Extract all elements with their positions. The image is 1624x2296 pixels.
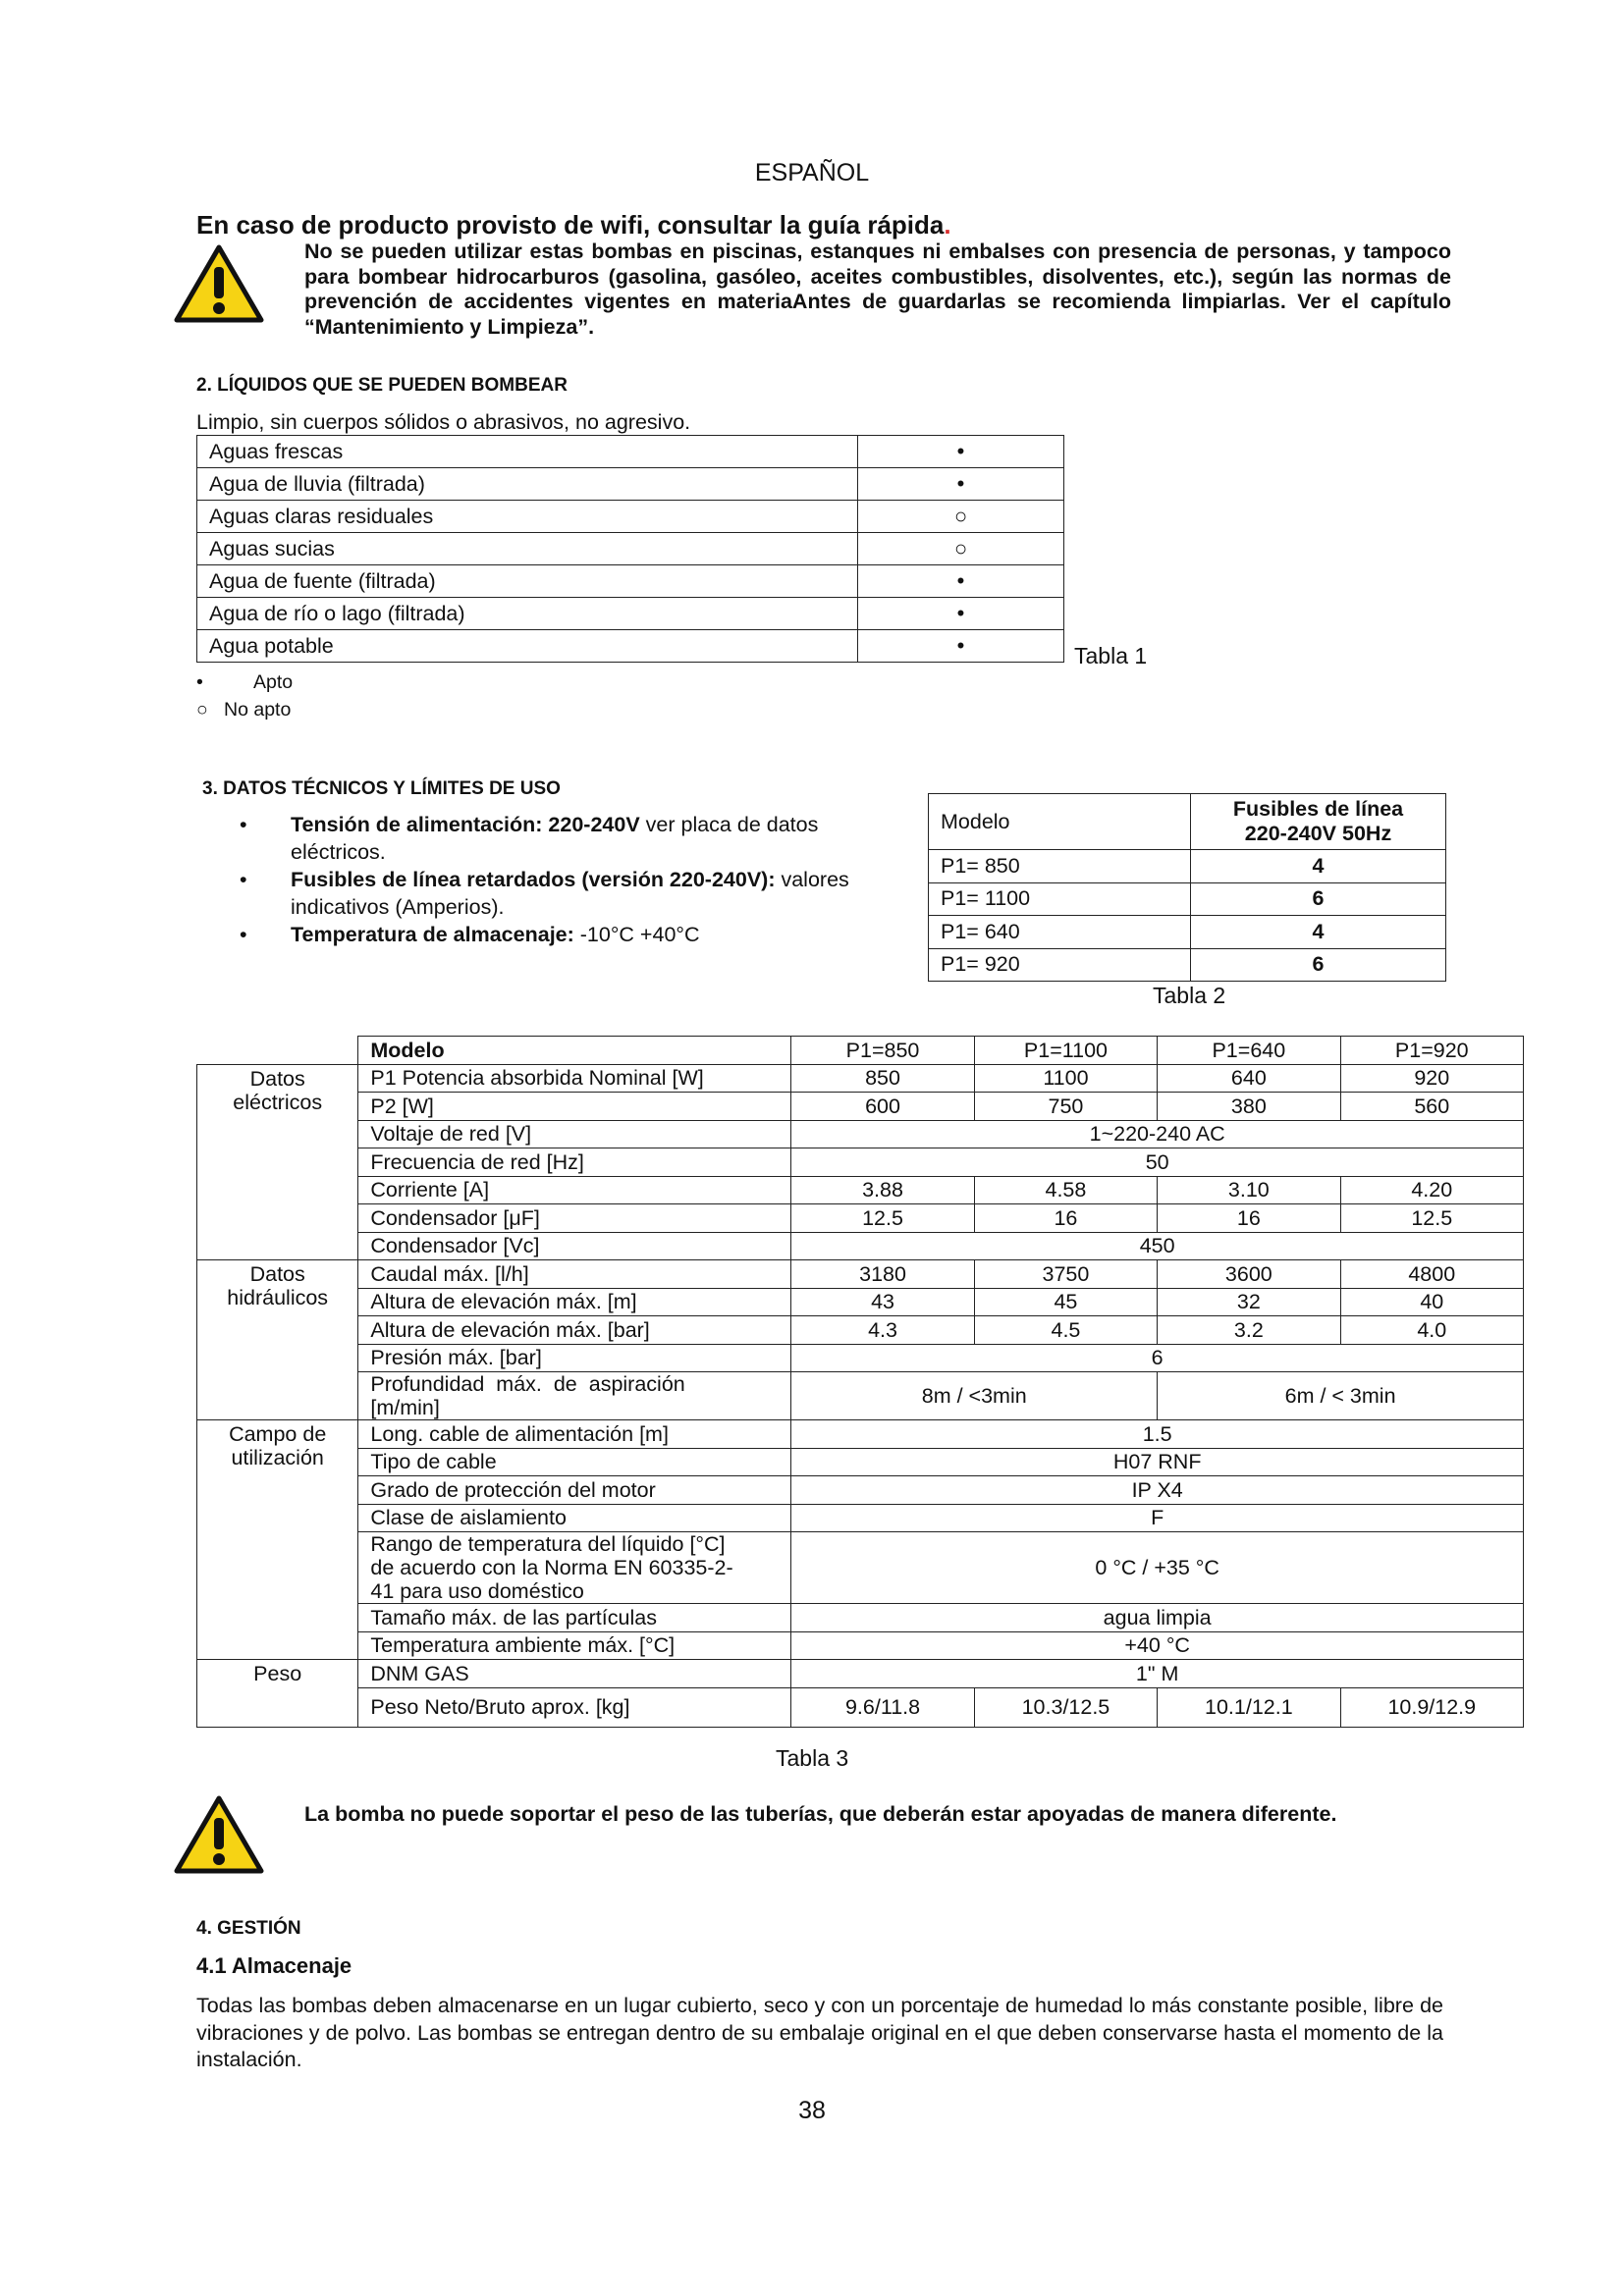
fuses-table (928, 793, 1446, 982)
pipe-weight-warning: La bomba no puede soportar el peso de las tuberías, que deberán estar apoyadas de manera diferente. (304, 1802, 1337, 1826)
cell-value: 32 (1158, 1288, 1340, 1316)
cell-value: 640 (1158, 1064, 1340, 1093)
row-label: Condensador [Vc] (358, 1232, 791, 1260)
fuse-model: P1= 920 (929, 948, 1191, 982)
table-row (197, 1504, 1524, 1532)
section-2-intro: Limpio, sin cuerpos sólidos o abrasivos, no agresivo. (196, 410, 691, 434)
language-header: ESPAÑOL (754, 159, 870, 187)
cell-value: 750 (974, 1093, 1157, 1121)
row-label-line: Profundidad máx. de aspiración (370, 1372, 685, 1396)
row-label: P2 [W] (358, 1093, 791, 1121)
cell-value: 4.20 (1340, 1176, 1523, 1204)
legend-label: Apto (253, 671, 294, 693)
table-2-caption: Tabla 2 (1153, 983, 1226, 1008)
cell-value: 43 (791, 1288, 974, 1316)
table-row (197, 1120, 1524, 1148)
table-row (197, 436, 1064, 468)
suitability-mark: • (858, 630, 1064, 663)
fuse-model: P1= 640 (929, 916, 1191, 949)
cell-value: 50 (791, 1148, 1524, 1177)
wifi-note-text: En caso de producto provisto de wifi, consultar la guía rápida (196, 210, 945, 240)
row-label (358, 1372, 791, 1420)
legend-label: No apto (224, 699, 292, 721)
cell-value: 10.1/12.1 (1158, 1687, 1340, 1727)
cell-value: 560 (1340, 1093, 1523, 1121)
table-1-caption: Tabla 1 (1074, 643, 1148, 668)
cell-value: 3.88 (791, 1176, 974, 1204)
suitability-mark: ○ (858, 533, 1064, 565)
spec-bullet-text: ver placa de datos eléctricos. (291, 813, 819, 864)
spec-bullet-bold: Temperatura de almacenaje: (291, 923, 574, 946)
table-row (197, 468, 1064, 501)
technical-data-table (196, 1036, 1524, 1728)
table-row (929, 850, 1446, 883)
warning-text: No se pueden utilizar estas bombas en piscinas, estanques ni embalses con presencia de personas, y tampoco para bombear hidrocarburos (gasolina, gasóleo, aceites combustibles, disolventes, etc.), según las normas de prevención de accidentes vigentes en materiaAntes de guardarlas se recomienda limpiarlas. Ver el capítulo “Mantenimiento y Limpieza”. (304, 240, 1451, 339)
table-row (929, 794, 1446, 850)
row-label: P1 Potencia absorbida Nominal [W] (358, 1064, 791, 1093)
legend-symbol: ○ (196, 699, 208, 721)
table-row (197, 1448, 1524, 1476)
table-row (197, 1660, 1524, 1688)
cell-value: 8m / <3min (791, 1372, 1158, 1420)
table-row (197, 1476, 1524, 1505)
row-label: Tipo de cable (358, 1448, 791, 1476)
fuse-model: P1= 850 (929, 850, 1191, 883)
category-weight: Peso (197, 1660, 358, 1728)
wifi-note (196, 210, 951, 240)
row-label: Corriente [A] (358, 1176, 791, 1204)
category-electrical: Datos eléctricos (197, 1064, 358, 1260)
table-row (197, 1093, 1524, 1121)
cell-value: 6 (791, 1344, 1524, 1372)
spec-bullet-text: valores indicativos (Amperios). (291, 868, 849, 919)
section-3-title: 3. DATOS TÉCNICOS Y LÍMITES DE USO (202, 778, 561, 799)
cell-value: 12.5 (1340, 1204, 1523, 1233)
category-usage: Campo de utilización (197, 1420, 358, 1660)
cell-value: agua limpia (791, 1604, 1524, 1632)
storage-paragraph: Todas las bombas deben almacenarse en un lugar cubierto, seco y con un porcentaje de humedad lo más constante posible, libre de vibraciones y de polvo. Las bombas se entregan dentro de su embalaje original en el que deben conservarse hasta el momento de la instalación. (196, 1994, 1443, 2071)
header-model-850: P1=850 (791, 1037, 974, 1065)
cell-value: 40 (1340, 1288, 1523, 1316)
row-label: Condensador [μF] (358, 1204, 791, 1233)
table-row (197, 1064, 1524, 1093)
table-row (197, 1532, 1524, 1604)
row-label: Caudal máx. [l/h] (358, 1260, 791, 1289)
cell-value: 9.6/11.8 (791, 1687, 974, 1727)
cell-value: 4800 (1340, 1260, 1523, 1289)
header-model-1100: P1=1100 (974, 1037, 1157, 1065)
cell-value: F (791, 1504, 1524, 1532)
table-row (197, 1037, 1524, 1065)
table-row (929, 882, 1446, 916)
fuse-value: 4 (1191, 850, 1446, 883)
cell-value: IP X4 (791, 1476, 1524, 1505)
fuses-header-fuse (1191, 794, 1446, 850)
header-model-920: P1=920 (1340, 1037, 1523, 1065)
liquid-name: Aguas claras residuales (197, 501, 858, 533)
table-3-caption: Tabla 3 (776, 1745, 849, 1771)
section-2-title: 2. LÍQUIDOS QUE SE PUEDEN BOMBEAR (196, 375, 568, 396)
liquid-name: Aguas frescas (197, 436, 858, 468)
row-label-line: [m/min] (370, 1396, 440, 1419)
table-row (197, 1631, 1524, 1660)
cell-value: 3180 (791, 1260, 974, 1289)
cell-value: 1.5 (791, 1420, 1524, 1449)
cell-value: 850 (791, 1064, 974, 1093)
table-row (197, 501, 1064, 533)
suitability-mark: ○ (858, 501, 1064, 533)
row-label: Presión máx. [bar] (358, 1344, 791, 1372)
warning-icon (173, 1794, 265, 1875)
cell-value: 450 (791, 1232, 1524, 1260)
cell-value: 600 (791, 1093, 974, 1121)
row-label: Frecuencia de red [Hz] (358, 1148, 791, 1177)
header-model-640: P1=640 (1158, 1037, 1340, 1065)
fuse-value: 4 (1191, 916, 1446, 949)
table-row (197, 630, 1064, 663)
table-row (197, 533, 1064, 565)
cell-value: 10.3/12.5 (974, 1687, 1157, 1727)
legend-item (196, 699, 291, 721)
cell-value: 0 °C / +35 °C (791, 1532, 1524, 1604)
category-hydraulic: Datos hidráulicos (197, 1260, 358, 1420)
cell-value: 1~220-240 AC (791, 1120, 1524, 1148)
table-row (197, 1344, 1524, 1372)
cell-value: 380 (1158, 1093, 1340, 1121)
cell-value: 4.3 (791, 1316, 974, 1345)
row-label: Voltaje de red [V] (358, 1120, 791, 1148)
row-label: Long. cable de alimentación [m] (358, 1420, 791, 1449)
row-label: Tamaño máx. de las partículas (358, 1604, 791, 1632)
cell-value: H07 RNF (791, 1448, 1524, 1476)
fuses-header-model: Modelo (929, 794, 1191, 850)
table-row (197, 1148, 1524, 1177)
cell-value: 4.5 (974, 1316, 1157, 1345)
cell-value: 3.2 (1158, 1316, 1340, 1345)
cell-value: 1100 (974, 1064, 1157, 1093)
spec-bullet-bold: Fusibles de línea retardados (versión 220-240V): (291, 868, 776, 891)
table-row (197, 1316, 1524, 1345)
row-label-line: de acuerdo con la Norma EN 60335-2- (370, 1556, 733, 1579)
table-row (197, 1372, 1524, 1420)
row-label: Temperatura ambiente máx. [°C] (358, 1631, 791, 1660)
section-4-title: 4. GESTIÓN (196, 1918, 301, 1939)
blank-cell (197, 1037, 358, 1065)
table-row (197, 1288, 1524, 1316)
cell-value: 4.58 (974, 1176, 1157, 1204)
cell-value: 4.0 (1340, 1316, 1523, 1345)
row-label: Clase de aislamiento (358, 1504, 791, 1532)
legend-symbol: • (196, 671, 203, 693)
cell-value: 45 (974, 1288, 1157, 1316)
cell-value: 10.9/12.9 (1340, 1687, 1523, 1727)
spec-bullet-bold: Tensión de alimentación: 220-240V (291, 813, 640, 836)
table-row (197, 1176, 1524, 1204)
row-label: Altura de elevación máx. [m] (358, 1288, 791, 1316)
cell-value: 12.5 (791, 1204, 974, 1233)
spec-bullet: • Fusibles de línea retardados (versión 220-240V): valores indicativos (Amperios). (240, 868, 849, 919)
row-label: DNM GAS (358, 1660, 791, 1688)
table-row (929, 916, 1446, 949)
liquid-name: Agua de lluvia (filtrada) (197, 468, 858, 501)
cell-value: 16 (1158, 1204, 1340, 1233)
cell-value: 16 (974, 1204, 1157, 1233)
spec-bullet-text: -10°C +40°C (573, 923, 700, 946)
row-label-line: Rango de temperatura del líquido [°C] (370, 1532, 726, 1556)
page-number: 38 (798, 2097, 826, 2124)
row-label: Altura de elevación máx. [bar] (358, 1316, 791, 1345)
table-row (197, 1604, 1524, 1632)
table-row (197, 1687, 1524, 1727)
wifi-note-dot: . (944, 210, 951, 240)
suitability-mark: • (858, 565, 1064, 598)
table-row (197, 598, 1064, 630)
row-label-line: 41 para uso doméstico (370, 1579, 584, 1603)
header-model: Modelo (358, 1037, 791, 1065)
row-label: Peso Neto/Bruto aprox. [kg] (358, 1687, 791, 1727)
cell-value: 3.10 (1158, 1176, 1340, 1204)
fuse-model: P1= 1100 (929, 882, 1191, 916)
suitability-mark: • (858, 436, 1064, 468)
spec-bullet: • Tensión de alimentación: 220-240V ver placa de datos eléctricos. (240, 813, 819, 864)
cell-value: 3600 (1158, 1260, 1340, 1289)
suitability-mark: • (858, 598, 1064, 630)
table-row (197, 1204, 1524, 1233)
spec-bullet: • Temperatura de almacenaje: -10°C +40°C (240, 923, 700, 946)
section-4-1-title: 4.1 Almacenaje (196, 1953, 352, 1978)
spec-bullet-list (196, 811, 911, 948)
warning-icon (173, 243, 265, 324)
cell-value: 6m / < 3min (1158, 1372, 1524, 1420)
liquid-name: Aguas sucias (197, 533, 858, 565)
liquid-name: Agua de fuente (filtrada) (197, 565, 858, 598)
fuse-value: 6 (1191, 948, 1446, 982)
table-row (929, 948, 1446, 982)
cell-value: 920 (1340, 1064, 1523, 1093)
table-row (197, 1232, 1524, 1260)
table-row (197, 1260, 1524, 1289)
fuses-header-line1: Fusibles de línea (1232, 797, 1404, 821)
fuses-header-line2: 220-240V 50Hz (1244, 822, 1392, 845)
fuse-value: 6 (1191, 882, 1446, 916)
row-label: Grado de protección del motor (358, 1476, 791, 1505)
cell-value: 1" M (791, 1660, 1524, 1688)
cell-value: 3750 (974, 1260, 1157, 1289)
suitability-mark: • (858, 468, 1064, 501)
cell-value: +40 °C (791, 1631, 1524, 1660)
legend-item (196, 671, 293, 694)
row-label (358, 1532, 791, 1604)
liquid-name: Agua de río o lago (filtrada) (197, 598, 858, 630)
table-row (197, 565, 1064, 598)
table-row (197, 1420, 1524, 1449)
liquids-table (196, 435, 1064, 663)
liquid-name: Agua potable (197, 630, 858, 663)
